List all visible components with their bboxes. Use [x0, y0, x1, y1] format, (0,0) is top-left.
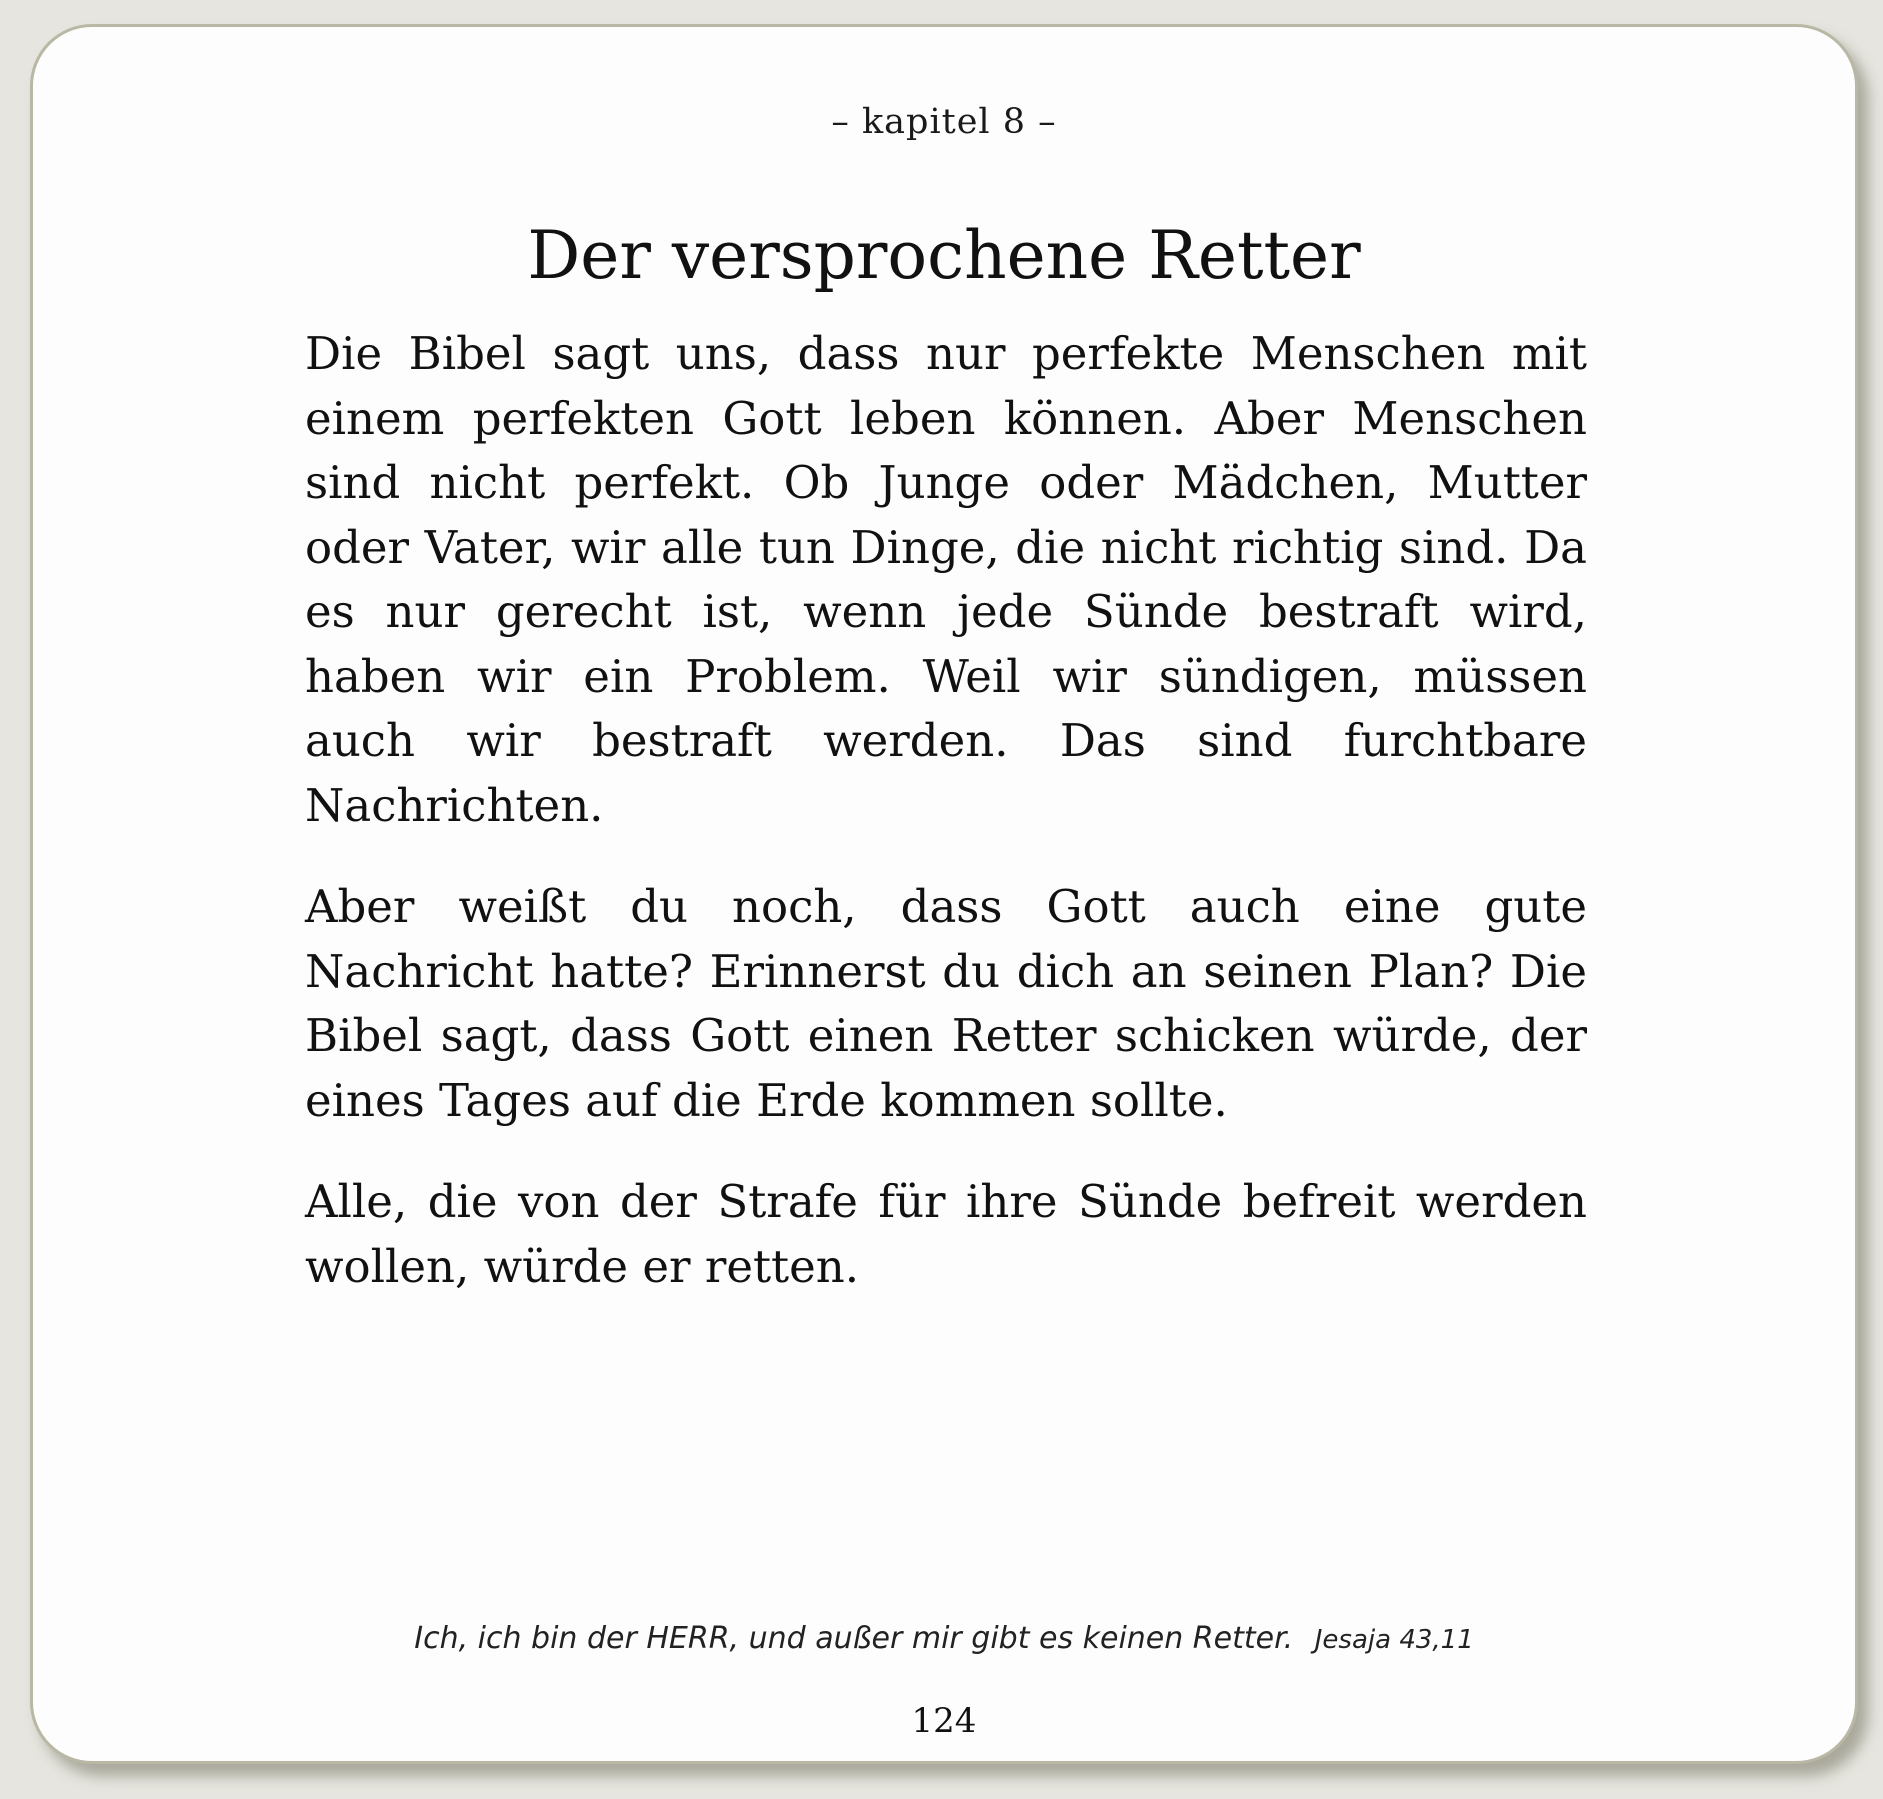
paragraph-3: Alle, die von der Strafe für ihre Sünde befreit werden wollen, würde er retten. [305, 1175, 1587, 1293]
quote-reference: Jesaja 43,11 [1314, 1625, 1474, 1655]
book-page [30, 24, 1858, 1764]
page-title: Der versprochene Retter [527, 217, 1361, 294]
bible-quote [33, 1621, 1855, 1656]
running-head: – kapitel 8 – [831, 102, 1057, 142]
page-number: 124 [911, 1701, 977, 1741]
paragraph-1: Die Bibel sagt uns, dass nur perfekte Menschen mit einem perfekten Gott leben können. Aber Menschen sind nicht perfekt. Ob Junge oder Mädchen, Mutter oder Vater, wir alle tun Dinge, die nicht richtig sind. Da es nur gerecht ist, wenn jede Sünde bestraft wird, haben wir ein Problem. Weil wir sündigen, müssen auch wir bestraft werden. Das sind furchtbare Nachrichten. [305, 327, 1587, 832]
body-text [305, 322, 1587, 1336]
quote-text: Ich, ich bin der HERR, und außer mir gibt es keinen Retter. [414, 1621, 1294, 1656]
paragraph-2: Aber weißt du noch, dass Gott auch eine gute Nachricht hatte? Erinnerst du dich an seinen Plan? Die Bibel sagt, dass Gott einen Retter schicken würde, der eines Tages auf die Erde kommen sollte. [305, 880, 1587, 1127]
